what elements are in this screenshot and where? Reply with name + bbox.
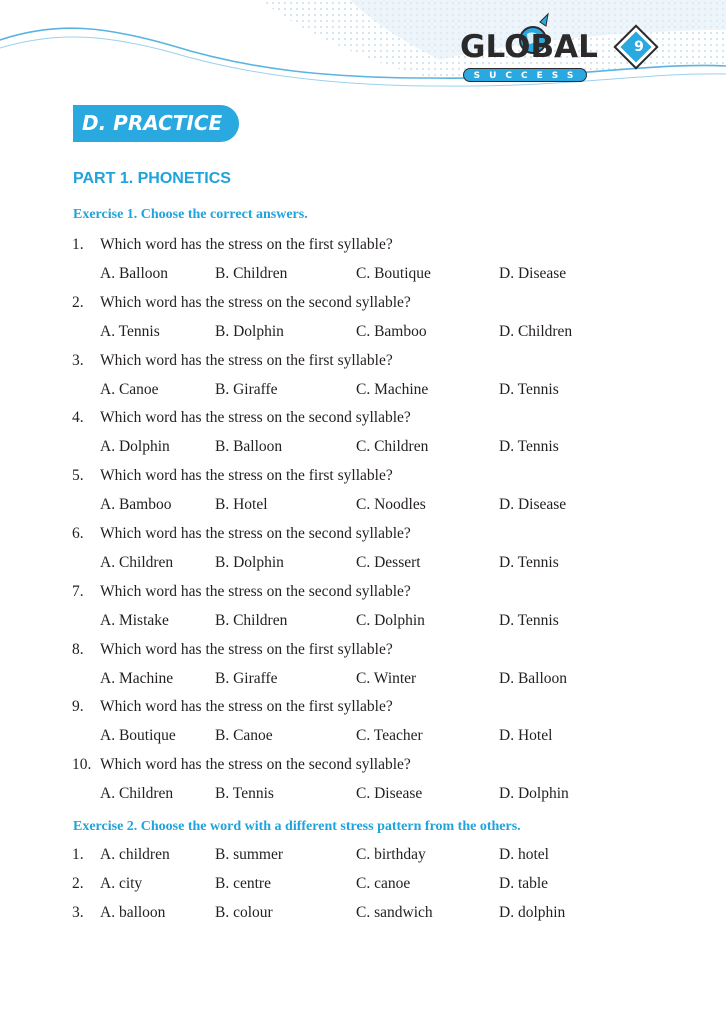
answer-option: A. Children: [100, 554, 174, 571]
question-number: 1.: [72, 846, 84, 863]
answer-option: C. sandwich: [356, 904, 433, 921]
answer-option: C. canoe: [356, 875, 411, 892]
page-number: 9: [634, 39, 644, 55]
answer-option: B. Dolphin: [215, 554, 284, 571]
answer-option: A. Canoe: [100, 380, 159, 398]
answer-option: C. Machine: [356, 380, 429, 398]
question-text: Which word has the stress on the first syllable?: [100, 467, 393, 485]
part-title: PART 1. PHONETICS: [73, 170, 231, 187]
question-number: 6.: [72, 525, 84, 542]
question-row: [0, 582, 726, 602]
answer-option: D. Disease: [499, 265, 567, 282]
question-text: Which word has the stress on the first syllable?: [100, 698, 393, 716]
answer-option: D. Tennis: [499, 438, 559, 456]
question-number: 9.: [72, 698, 84, 716]
answer-option: A. children: [100, 846, 170, 863]
answer-option: B. Children: [215, 611, 288, 629]
answer-option: B. colour: [215, 904, 273, 921]
question-row: [0, 351, 726, 371]
options-row: [0, 784, 726, 804]
options-row: [0, 726, 726, 746]
question-row: [0, 755, 726, 775]
question-text: Which word has the stress on the first syllable?: [100, 640, 393, 658]
answer-option: A. Dolphin: [100, 438, 170, 456]
answer-option: A. balloon: [100, 904, 166, 921]
answer-option: D. Disease: [499, 496, 567, 514]
question-row: [0, 640, 726, 660]
answer-option: C. Boutique: [356, 265, 431, 282]
answer-option: B. Tennis: [215, 785, 274, 803]
answer-option: C. Dessert: [356, 554, 421, 571]
question-number: 3.: [72, 904, 84, 921]
options-row: [0, 495, 726, 515]
question-row: [0, 466, 726, 486]
answer-option: B. Balloon: [215, 438, 283, 456]
answer-option: D. Children: [499, 322, 573, 340]
answer-option: B. Children: [215, 265, 288, 282]
question-text: Which word has the stress on the second syllable?: [100, 525, 411, 542]
answer-option: D. Tennis: [499, 611, 559, 629]
answer-option: A. Tennis: [100, 322, 160, 340]
question-number: 8.: [72, 640, 84, 658]
options-row: [0, 264, 726, 284]
answer-option: C. Teacher: [356, 727, 423, 745]
answer-option: B. Canoe: [215, 727, 273, 745]
question-row: [0, 408, 726, 428]
answer-option: B. summer: [215, 846, 284, 863]
answer-option: A. Children: [100, 785, 174, 803]
question-text: Which word has the stress on the second syllable?: [100, 756, 411, 774]
question-number: 10.: [72, 756, 92, 774]
answer-option: A. Boutique: [100, 727, 176, 745]
question-row: [0, 697, 726, 717]
question-row: [0, 524, 726, 544]
answer-option: D. Balloon: [499, 669, 568, 687]
answer-option: A. Machine: [100, 669, 174, 687]
question-number: 3.: [72, 351, 84, 369]
exercise-2-title: Exercise 2. Choose the word with a different stress pattern from the others.: [73, 819, 521, 834]
answer-option: A. Balloon: [100, 265, 169, 282]
question-row: [0, 845, 726, 865]
options-row: [0, 380, 726, 400]
question-number: 5.: [72, 467, 84, 485]
answer-option: B. Hotel: [215, 496, 268, 514]
question-row: [0, 235, 726, 255]
question-text: Which word has the stress on the second syllable?: [100, 582, 411, 600]
answer-option: D. Hotel: [499, 727, 553, 745]
answer-option: C. Children: [356, 438, 429, 456]
exercise-1-title: Exercise 1. Choose the correct answers.: [73, 207, 308, 222]
question-number: 2.: [72, 293, 84, 311]
answer-option: C. Dolphin: [356, 611, 425, 629]
answer-option: B. Dolphin: [215, 322, 284, 340]
section-title: D. PRACTICE: [82, 111, 223, 135]
logo-subtitle: SUCCESS: [463, 68, 587, 82]
question-number: 2.: [72, 875, 84, 892]
question-number: 4.: [72, 409, 84, 427]
answer-option: C. Disease: [356, 785, 423, 803]
answer-option: D. Dolphin: [499, 785, 569, 803]
options-row: [0, 437, 726, 457]
options-row: [0, 322, 726, 342]
answer-option: C. Bamboo: [356, 322, 427, 340]
question-text: Which word has the stress on the second syllable?: [100, 409, 411, 427]
answer-option: D. table: [499, 875, 549, 892]
answer-option: B. Giraffe: [215, 380, 278, 398]
question-row: [0, 293, 726, 313]
question-number: 7.: [72, 582, 84, 600]
answer-option: D. Tennis: [499, 554, 559, 571]
answer-option: C. Winter: [356, 669, 417, 687]
question-text: Which word has the stress on the first syllable?: [100, 236, 393, 253]
answer-option: B. Giraffe: [215, 669, 278, 687]
question-text: Which word has the stress on the first syllable?: [100, 351, 393, 369]
answer-option: D. Tennis: [499, 380, 559, 398]
options-row: [0, 553, 726, 573]
options-row: [0, 611, 726, 631]
header-decoration: [0, 0, 726, 100]
question-text: Which word has the stress on the second syllable?: [100, 293, 411, 311]
question-number: 1.: [72, 236, 84, 253]
answer-option: B. centre: [215, 875, 271, 892]
logo: GLOBAL: [460, 29, 598, 65]
answer-option: D. hotel: [499, 846, 549, 863]
question-row: [0, 874, 726, 894]
options-row: [0, 669, 726, 689]
question-row: [0, 903, 726, 923]
answer-option: A. city: [100, 875, 143, 892]
answer-option: D. dolphin: [499, 904, 566, 921]
answer-option: C. birthday: [356, 846, 426, 863]
answer-option: A. Bamboo: [100, 496, 172, 514]
answer-option: C. Noodles: [356, 496, 426, 514]
answer-option: A. Mistake: [100, 611, 169, 629]
